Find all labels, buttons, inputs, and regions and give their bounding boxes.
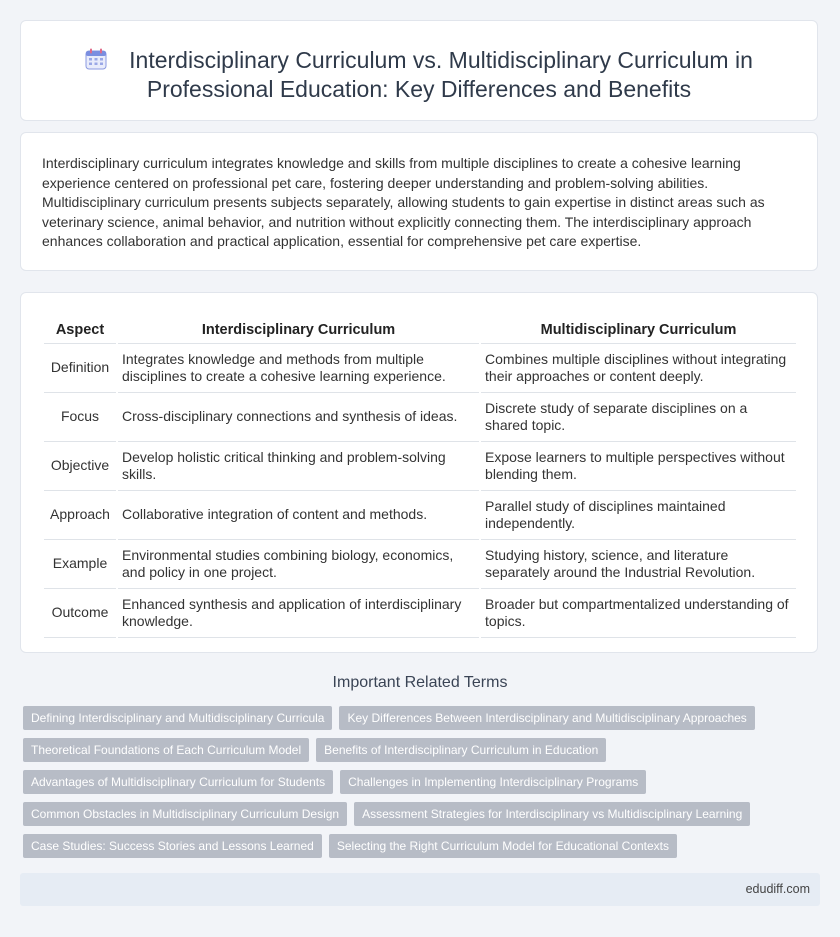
footer-site-link[interactable]: edudiff.com: [745, 882, 810, 896]
interdisciplinary-cell: Environmental studies combining biology, economics, and policy in one project.: [118, 540, 479, 589]
multidisciplinary-cell: Broader but compartmentalized understanding of topics.: [481, 589, 796, 638]
related-term-tag[interactable]: Key Differences Between Interdisciplinary and Multidisciplinary Approaches: [339, 706, 754, 730]
aspect-cell: Outcome: [44, 589, 116, 638]
table-header-row: [44, 313, 796, 344]
header-interdisciplinary: Interdisciplinary Curriculum: [118, 313, 479, 344]
table-row: [44, 491, 796, 540]
related-term-tag[interactable]: Assessment Strategies for Interdisciplinary vs Multidisciplinary Learning: [354, 802, 750, 826]
summary-card: [20, 132, 818, 271]
interdisciplinary-cell: Enhanced synthesis and application of interdisciplinary knowledge.: [118, 589, 479, 638]
interdisciplinary-cell: Develop holistic critical thinking and problem-solving skills.: [118, 442, 479, 491]
aspect-cell: Approach: [44, 491, 116, 540]
header-multidisciplinary: Multidisciplinary Curriculum: [481, 313, 796, 344]
interdisciplinary-cell: Cross-disciplinary connections and synthesis of ideas.: [118, 393, 479, 442]
table-row: [44, 393, 796, 442]
page-title: [21, 46, 817, 104]
related-term-tag[interactable]: Advantages of Multidisciplinary Curriculum for Students: [23, 770, 333, 794]
aspect-cell: Definition: [44, 344, 116, 393]
table-row: [44, 589, 796, 638]
header-aspect: Aspect: [44, 313, 116, 344]
related-term-tag[interactable]: Challenges in Implementing Interdisciplinary Programs: [340, 770, 646, 794]
title-card: [20, 20, 818, 121]
related-term-tag[interactable]: Benefits of Interdisciplinary Curriculum in Education: [316, 738, 606, 762]
table-row: [44, 540, 796, 589]
multidisciplinary-cell: Discrete study of separate disciplines on a shared topic.: [481, 393, 796, 442]
related-term-tag[interactable]: Defining Interdisciplinary and Multidisciplinary Curricula: [23, 706, 332, 730]
related-term-tag[interactable]: Theoretical Foundations of Each Curriculum Model: [23, 738, 309, 762]
footer: [20, 873, 820, 906]
summary-text: Interdisciplinary curriculum integrates knowledge and skills from multiple disciplines to create a cohesive learning experience centered on professional pet care, fostering deeper understanding and problem-solving abilities. Multidisciplinary curriculum presents subjects separately, allowing students to gain expertise in distinct areas such as veterinary science, animal behavior, and nutrition without explicitly connecting them. The interdisciplinary approach enhances collaboration and practical application, essential for comprehensive pet care expertise.: [42, 155, 765, 250]
related-term-tag[interactable]: Selecting the Right Curriculum Model for Educational Contexts: [329, 834, 677, 858]
interdisciplinary-cell: Collaborative integration of content and methods.: [118, 491, 479, 540]
aspect-cell: Example: [44, 540, 116, 589]
multidisciplinary-cell: Parallel study of disciplines maintained independently.: [481, 491, 796, 540]
comparison-table: [42, 313, 798, 638]
related-term-tag[interactable]: Common Obstacles in Multidisciplinary Curriculum Design: [23, 802, 347, 826]
title-line-2: Professional Education: Key Differences and Benefits: [146, 76, 692, 102]
table-row: [44, 344, 796, 393]
aspect-cell: Focus: [44, 393, 116, 442]
multidisciplinary-cell: Expose learners to multiple perspectives without blending them.: [481, 442, 796, 491]
calendar-icon: [85, 48, 107, 70]
multidisciplinary-cell: Studying history, science, and literature separately around the Industrial Revolution.: [481, 540, 796, 589]
related-terms-list: [23, 706, 803, 866]
multidisciplinary-cell: Combines multiple disciplines without integrating their approaches or content deeply.: [481, 344, 796, 393]
related-term-tag[interactable]: Case Studies: Success Stories and Lessons Learned: [23, 834, 322, 858]
interdisciplinary-cell: Integrates knowledge and methods from multiple disciplines to create a cohesive learning experience.: [118, 344, 479, 393]
table-row: [44, 442, 796, 491]
comparison-table-card: [20, 292, 818, 653]
title-line-1: Interdisciplinary Curriculum vs. Multidisciplinary Curriculum in: [129, 47, 753, 73]
related-terms-title: Important Related Terms: [332, 674, 508, 691]
aspect-cell: Objective: [44, 442, 116, 491]
